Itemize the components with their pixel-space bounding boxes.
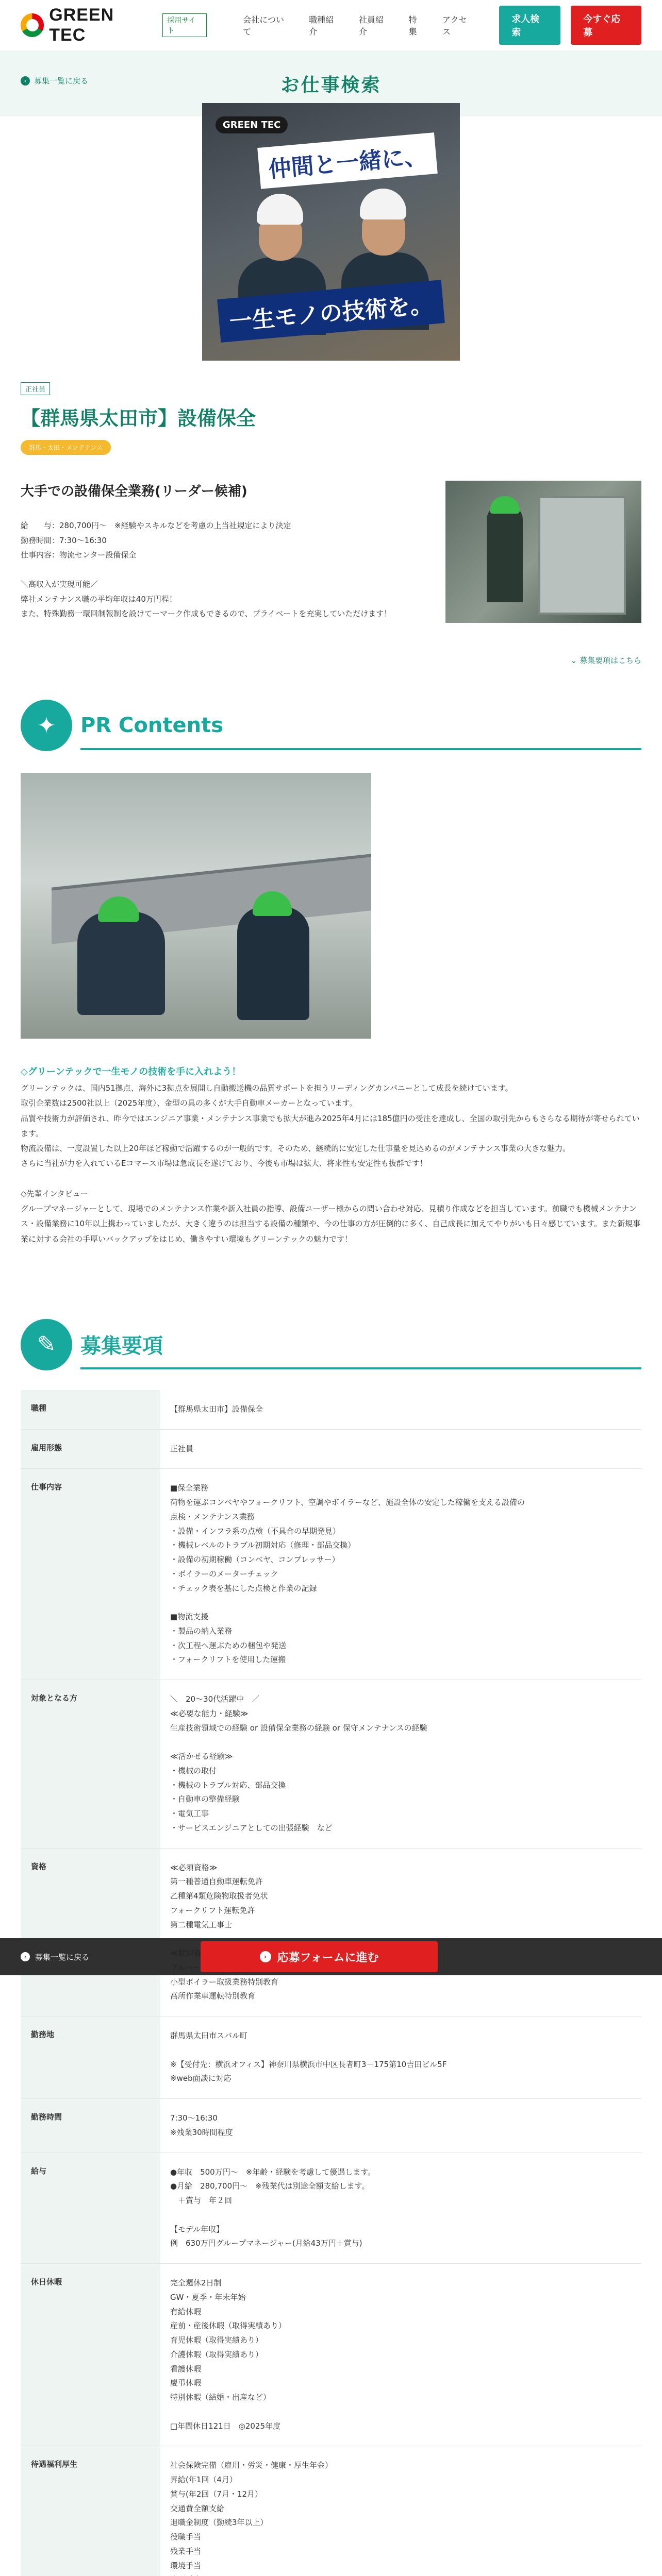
- hero-image: [202, 103, 460, 361]
- back-to-list-label: 募集一覧に戻る: [34, 76, 89, 86]
- summary-line: ＼高収入が実現可能／: [21, 580, 98, 589]
- requirements-row: [21, 2016, 641, 2099]
- hero-logo: GREEN TEC: [216, 116, 288, 133]
- requirements-row-label: 職種: [21, 1390, 160, 1429]
- requirements-row-label: 勤務時間: [21, 2099, 160, 2153]
- pr-paragraph: [21, 1172, 641, 1187]
- nav-item-access[interactable]: アクセス: [442, 15, 467, 37]
- pr-section-title: PR Contents: [80, 714, 224, 737]
- apply-form-label: 応募フォームに進む: [277, 1951, 379, 1964]
- requirements-row-value: 正社員: [170, 1444, 194, 1453]
- pr-paragraph: ◇先輩インタビュー: [21, 1189, 88, 1198]
- requirements-row-label: 雇用形態: [21, 1429, 160, 1469]
- summary-line: 勤務時間：7:30～16:30: [21, 535, 107, 545]
- requirements-row: [21, 2153, 641, 2264]
- pr-paragraph: 品質や技術力が評価され、昨今ではエンジニア事業・メンテナンス事業でも拡大が進み2025年4月には185億円の受注を達成し、全国の取引先からもさらなる期待が寄せられています。: [21, 1113, 640, 1138]
- site-logo[interactable]: [21, 5, 207, 45]
- summary-line: 弊社メンテナンス職の平均年収は40万円程！: [21, 594, 177, 604]
- requirements-row: [21, 2099, 641, 2153]
- requirements-row-value: 社会保険完備（雇用・労災・健康・厚生年金） 昇給(年1回（4月） 賞与(年2回（7月・12月） 交通費全額支給 退職金制度（勤続3年以上） 役職手当 残業手当 環境手当: [170, 2461, 333, 2570]
- apply-form-button[interactable]: [201, 1941, 438, 1972]
- chevron-down-icon: ⌄: [570, 656, 580, 665]
- job-summary-heading: 大手での設備保全業務(リーダー候補): [21, 484, 247, 499]
- logo-sub-badge: 採用サイト: [162, 13, 207, 37]
- requirements-table: [21, 1390, 641, 2576]
- helmet-icon: [490, 496, 520, 514]
- nav-item-jobtypes[interactable]: 職種紹介: [309, 15, 334, 37]
- chevron-left-icon: ‹: [21, 1952, 30, 1961]
- summary-line: 仕事内容：物流センター設備保全: [21, 550, 137, 560]
- sticky-back-label: 募集一覧に戻る: [35, 1952, 90, 1962]
- site-header: [0, 0, 662, 50]
- requirements-link[interactable]: [21, 655, 641, 666]
- employment-type-badge: 正社員: [21, 382, 50, 395]
- chevron-right-icon: ›: [260, 1951, 271, 1962]
- pr-heading: ◇グリーンテックで一生モノの技術を手に入れよう！: [21, 1066, 241, 1077]
- section-divider: [80, 1367, 641, 1369]
- requirements-row-label: 勤務地: [21, 2016, 160, 2099]
- requirements-row-label: 待遇福利厚生: [21, 2446, 160, 2576]
- worker-shape: [237, 907, 309, 1020]
- logo-mark-icon: [21, 13, 44, 37]
- requirements-row: [21, 1390, 641, 1429]
- global-nav: [243, 13, 474, 37]
- hero-slogan-top: 仲間と一緒に、: [257, 132, 438, 189]
- chevron-left-icon: ‹: [21, 76, 30, 86]
- nav-item-company[interactable]: 会社について: [243, 15, 284, 37]
- page-title: お仕事検索: [280, 74, 382, 96]
- requirements-row: [21, 1469, 641, 1680]
- requirements-row: [21, 2264, 641, 2446]
- megaphone-icon: ✦: [21, 700, 72, 751]
- requirements-row: [21, 1848, 641, 2016]
- pr-paragraph: 物流設備は、一度設置した以上20年ほど稼動で活躍するのが一般的です。そのため、継続的に安定した仕事量を見込めるのがメンテナンス事業の大きな魅力。: [21, 1144, 571, 1153]
- pencil-icon: ✎: [21, 1319, 72, 1370]
- apply-now-button[interactable]: 今すぐ応募: [571, 6, 641, 45]
- requirements-row-label: 資格: [21, 1848, 160, 2016]
- worker-shape: [487, 504, 523, 602]
- sticky-back-link[interactable]: [21, 1952, 89, 1962]
- pr-photo: [21, 773, 371, 1039]
- requirements-row-value: 完全週休2日制 GW・夏季・年末年始 有給休暇 産前・産後休暇（取得実績あり） 育児休暇（取得実績あり） 介護休暇（取得実績あり） 看護休暇 慶弔休暇 特別休暇（結婚・出産など） □年間休日121日 ◎2025年度: [170, 2278, 287, 2431]
- hero-slogan-bottom: 一生モノの技術を。: [217, 280, 444, 343]
- sticky-apply-bar: [0, 1938, 662, 1975]
- requirements-link-label: 募集要項はこちら: [579, 656, 641, 665]
- pr-paragraph: グリーンテックは、国内51拠点、海外に3拠点を展開し自動搬送機の品質サポートを担うリーディングカンパニーとして成長を続けています。: [21, 1083, 513, 1093]
- requirements-row: [21, 2446, 641, 2576]
- requirements-row-label: 給与: [21, 2153, 160, 2264]
- requirements-row: [21, 1680, 641, 1849]
- requirements-row-value: ＼ 20～30代活躍中 ／ ≪必要な能力・経験≫ 生産技術領域での経験 or 設備保全業務の経験 or 保守メンテナンスの経験 ≪活かせる経験≫ ・機械の取付 ・機械のトラブル対応、部品交換 ・自動車の整備経験 ・電気工事 ・サービスエンジニアとしての出張経験 など: [170, 1694, 427, 1833]
- job-title: 【群馬県太田市】設備保全: [21, 407, 256, 430]
- nav-item-features[interactable]: 特集: [408, 15, 417, 37]
- requirements-section-header: [21, 1319, 641, 1370]
- summary-line: [21, 563, 425, 578]
- pr-section: [21, 700, 641, 1247]
- job-headline: [21, 382, 641, 666]
- requirements-row-value: ●年収 500万円～ ※年齢・経験を考慮して優遇します。 ●月給 280,700円～ ※残業代は別途全額支給します。 ＋賞与 年２回 【モデル年収】 例 630万円グループマネージャー(月給43万円＋賞与): [170, 2167, 376, 2248]
- requirements-row-value: 群馬県太田市スバル町 ※【受付先：横浜オフィス】神奈川県横浜市中区長者町3－175第10吉田ビル5F ※web面談に対応: [170, 2031, 447, 2083]
- requirements-row-value: 7:30～16:30 ※残業30時間程度: [170, 2113, 233, 2137]
- requirements-row-label: 仕事内容: [21, 1469, 160, 1680]
- requirements-row-value: ≪必須資格≫ 第一種普通自動車運転免許 乙種第4類危険物取扱者免状 フォークリフト運転免許 第二種電気工事士 小型ボイラー取扱業務特別教育 高所作業車運転特別教育: [170, 1862, 279, 2001]
- requirements-row-label: 休日休暇: [21, 2264, 160, 2446]
- job-tag[interactable]: 群馬・太田・メンテナンス: [21, 440, 111, 455]
- worker-right-helmet-icon: [360, 189, 406, 219]
- pr-paragraph: さらに当社が力を入れているEコマース市場は急成長を遂げており、今後も市場は拡大、将来性も安定性も抜群です！: [21, 1159, 427, 1168]
- worker-left-helmet-icon: [257, 194, 303, 225]
- pr-paragraph: 取引企業数は2500社以上（2025年度）、金型の具の多くが大手自動車メーカーとなっています。: [21, 1098, 357, 1108]
- control-panel-shape: [538, 496, 626, 615]
- job-search-button[interactable]: 求人検索: [499, 6, 560, 45]
- section-divider: [80, 748, 641, 750]
- requirements-row-value: 【群馬県太田市】設備保全: [170, 1404, 263, 1414]
- requirements-section-title: 募集要項: [80, 1334, 163, 1359]
- requirements-row-label: 対象となる方: [21, 1680, 160, 1849]
- pr-paragraph: グループマネージャーとして、現場でのメンテナンス作業や新入社員の指導、設備ユーザー様からの問い合わせ対応、見積り作成などを担当しています。前職でも機械メンテナンス・設備業務に10年以上携わっていましたが、大きく違うのは担当する設備の種類や、今の仕事の方が圧倒的に多く、自己成長に加えてやりがいも日々感じています。また新規事業に対する会社の手厚いバックアップをはじめ、働きやすい環境もグリーンテックの魅力です！: [21, 1204, 641, 1244]
- requirements-row: [21, 1429, 641, 1469]
- job-summary: [21, 481, 641, 623]
- summary-line: 給 与：280,700円～ ※経験やスキルなどを考慮の上当社規定により決定: [21, 521, 291, 530]
- requirements-row-value: ■保全業務 荷物を運ぶコンベヤやフォークリフト、空調やボイラーなど、施設全体の安定した稼働を支える設備の 点検・メンテナンス業務 ・設備・インフラ系の点検（不具合の早期発見） ・機械レベルのトラブル初期対応（修理・部品交換） ・設備の初期稼働（コンベヤ、コンプレッサー） ・ボイラーのメーターチェック ・チェック表を基にした点検と作業の記録 ■物流支援 ・製品の納入業務 ・次工程へ運ぶための梱包や発送 ・フォークリフトを使用した運搬: [170, 1483, 525, 1665]
- nav-item-staff[interactable]: 社員紹介: [358, 15, 384, 37]
- job-summary-photo: [445, 481, 641, 623]
- summary-line: また、特殊勤務一環回制報制を設けてーマーク作成もできるので、プライベートを充実していただけます！: [21, 609, 392, 618]
- worker-shape: [77, 912, 165, 1015]
- back-to-list-link[interactable]: [21, 75, 88, 86]
- logo-text: GREEN TEC: [49, 5, 114, 45]
- job-summary-text: [21, 481, 445, 623]
- pr-section-header: [21, 700, 641, 751]
